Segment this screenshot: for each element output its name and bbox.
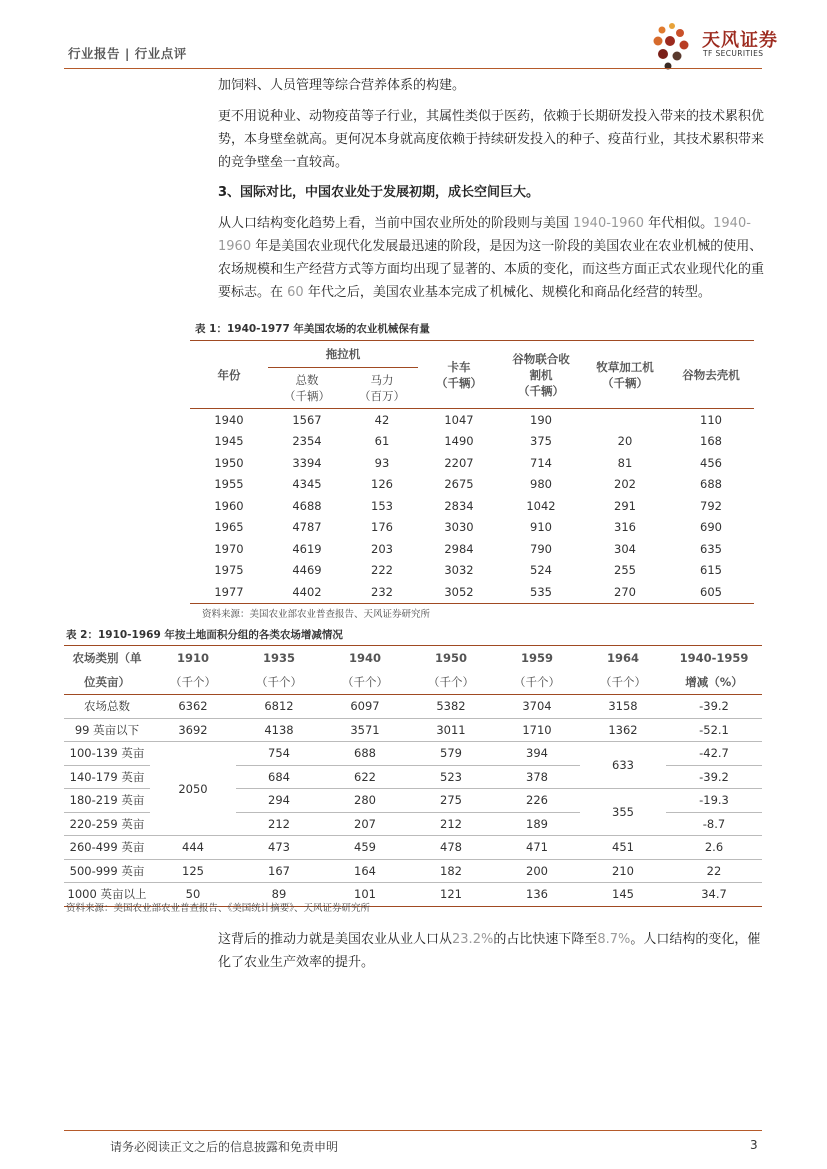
table-cell: 61 xyxy=(374,434,390,449)
t2-header-1950: 1950 xyxy=(408,646,494,671)
table-cell: 255 xyxy=(614,563,636,578)
table-cell: 688 xyxy=(700,477,722,492)
table-cell: 189 xyxy=(494,812,580,836)
table-cell: 2675 xyxy=(444,477,474,492)
t1-header-total: 总数 （千辆） xyxy=(268,368,346,409)
table-cell: 471 xyxy=(494,836,580,860)
table-cell: 2834 xyxy=(444,498,474,513)
table-cell: -39.2 xyxy=(666,695,762,719)
table-row xyxy=(190,517,754,539)
table-cell: -8.7 xyxy=(666,812,762,836)
t2-unit: （千个） xyxy=(494,670,580,695)
table1 xyxy=(190,340,754,604)
table-cell: 182 xyxy=(408,859,494,883)
table-cell: 190 xyxy=(530,412,552,427)
t1-header-year: 年份 xyxy=(190,341,268,409)
t1-header-hp: 马力 （百万） xyxy=(346,368,418,409)
t2-unit: （千个） xyxy=(580,670,666,695)
table-cell: 1047 xyxy=(444,412,474,427)
table-cell: 378 xyxy=(494,765,580,789)
table-cell: 688 xyxy=(322,742,408,766)
table-cell: 579 xyxy=(408,742,494,766)
table-cell: 1567 xyxy=(292,412,322,427)
table-cell: 1960 xyxy=(214,498,244,513)
table-cell: 3030 xyxy=(444,520,474,535)
paragraph-3: 从人口结构变化趋势上看，当前中国农业所处的阶段则与美国 1940-1960 年代相似。1940-1960 年是美国农业现代化发展最迅速的阶段，是因为这一阶段的美国农业在农业机械的使用、农场规模和生产经营方式等方面均出现了显著的、本质的变化，而这些方面正式农业现代化的重要标志。在 60 年代之后，美国农业基本完成了机械化、规模化和商品化经营的转型。 xyxy=(218,216,765,300)
t2-unit: （千个） xyxy=(236,670,322,695)
table-cell: 622 xyxy=(322,765,408,789)
table-cell: 164 xyxy=(322,859,408,883)
t2-change-unit: 增减（%） xyxy=(666,670,762,695)
table-cell: 4688 xyxy=(292,498,322,513)
table-cell: 316 xyxy=(614,520,636,535)
paragraph-2: 更不用说种业、动物疫苗等子行业，其属性类似于医药，依赖于长期研发投入带来的技术累积优势，本身壁垒就高。更何况本身就高度依赖于持续研发投入的种子、疫苗行业，其技术累积带来的竞争壁垒一直较高。 xyxy=(218,109,765,170)
table-cell: 220-259 英亩 xyxy=(64,812,150,836)
table-row xyxy=(64,718,762,742)
table-cell: 121 xyxy=(408,883,494,907)
table-row xyxy=(64,742,762,766)
table-cell: 202 xyxy=(614,477,636,492)
table-cell: 212 xyxy=(408,812,494,836)
table-cell: 3571 xyxy=(322,718,408,742)
t1-header-forage: 牧草加工机 （千辆） xyxy=(582,341,668,409)
brand-logo xyxy=(648,16,778,72)
table-cell: 456 xyxy=(700,455,722,470)
table-cell: 136 xyxy=(494,883,580,907)
t1-header-husker: 谷物去壳机 xyxy=(668,341,754,409)
table-cell: 180-219 英亩 xyxy=(64,789,150,813)
table-cell: 3394 xyxy=(292,455,322,470)
table-cell: 500-999 英亩 xyxy=(64,859,150,883)
table-cell: 6812 xyxy=(236,695,322,719)
t1-header-tractor: 拖拉机 xyxy=(268,341,418,368)
table-row xyxy=(64,695,762,719)
table-cell: 3692 xyxy=(150,718,236,742)
table-cell: 294 xyxy=(236,789,322,813)
table-cell: 690 xyxy=(700,520,722,535)
t2-header-change: 1940-1959 xyxy=(666,646,762,671)
table-cell: 4402 xyxy=(268,581,346,603)
table-cell: 140-179 英亩 xyxy=(64,765,150,789)
table-cell: 212 xyxy=(236,812,322,836)
t2-header-1940: 1940 xyxy=(322,646,408,671)
table-cell: 280 xyxy=(322,789,408,813)
table-cell: 2354 xyxy=(292,434,322,449)
t2-unit: （千个） xyxy=(322,670,408,695)
paragraph-1: 加饲料、人员管理等综合营养体系的构建。 xyxy=(218,78,466,93)
table-cell: 2.6 xyxy=(666,836,762,860)
footer-disclaimer: 请务必阅读正文之后的信息披露和免责申明 xyxy=(110,1140,339,1154)
table-cell: 3052 xyxy=(418,581,500,603)
section-heading: 3、国际对比，中国农业处于发展初期，成长空间巨大。 xyxy=(218,185,540,200)
page-number: 3 xyxy=(750,1138,758,1152)
table-cell: 3011 xyxy=(408,718,494,742)
table-row xyxy=(190,560,754,582)
t2-header-cat-2: 位英亩） xyxy=(64,670,150,695)
table-cell: -42.7 xyxy=(666,742,762,766)
table-row xyxy=(190,452,754,474)
table-cell: 1940 xyxy=(214,412,244,427)
table-cell: 1945 xyxy=(214,434,244,449)
table-cell: 2207 xyxy=(444,455,474,470)
table-cell: 1970 xyxy=(214,541,244,556)
brand-name-cn: 天风证券 xyxy=(702,30,778,51)
table-cell: 207 xyxy=(322,812,408,836)
table-cell: 200 xyxy=(494,859,580,883)
table-cell: 1950 xyxy=(214,455,244,470)
table-cell: 93 xyxy=(374,455,390,470)
t2-header-1910: 1910 xyxy=(150,646,236,671)
table-cell: 1955 xyxy=(214,477,244,492)
table-cell: 270 xyxy=(582,581,668,603)
table-cell: 126 xyxy=(371,477,393,492)
table-cell: 101 xyxy=(322,883,408,907)
table-row xyxy=(190,538,754,560)
table-cell: 232 xyxy=(346,581,418,603)
table-cell: 89 xyxy=(236,883,322,907)
table-cell: 4138 xyxy=(236,718,322,742)
table-cell: 754 xyxy=(236,742,322,766)
table-cell: 1362 xyxy=(580,718,666,742)
table-cell: 6097 xyxy=(322,695,408,719)
table-cell: 633 xyxy=(580,742,666,789)
t2-header-1935: 1935 xyxy=(236,646,322,671)
header-divider xyxy=(64,68,762,69)
table-cell: 394 xyxy=(494,742,580,766)
table-cell: 81 xyxy=(617,455,633,470)
table-cell: 792 xyxy=(700,498,722,513)
table-cell: 1975 xyxy=(214,563,244,578)
table-cell: 605 xyxy=(668,581,754,603)
table-cell: 1710 xyxy=(494,718,580,742)
table-cell: 3158 xyxy=(580,695,666,719)
table-cell: 790 xyxy=(530,541,552,556)
table-cell: 2984 xyxy=(444,541,474,556)
t2-unit: （千个） xyxy=(408,670,494,695)
t2-header-cat-1: 农场类别（单 xyxy=(64,646,150,671)
table-cell: 1042 xyxy=(526,498,556,513)
footer-divider xyxy=(64,1130,762,1131)
table-cell: 473 xyxy=(236,836,322,860)
table-cell: 451 xyxy=(580,836,666,860)
table-cell: 168 xyxy=(700,434,722,449)
table-cell: 5382 xyxy=(408,695,494,719)
table-cell: 3704 xyxy=(494,695,580,719)
t1-header-combine: 谷物联合收 割机 （千辆） xyxy=(500,341,582,409)
table-cell: 3032 xyxy=(444,563,474,578)
table2-caption: 表 2：1910-1969 年按土地面积分组的各类农场增减情况 xyxy=(66,629,343,641)
table-cell: 684 xyxy=(236,765,322,789)
table-cell: 99 英亩以下 xyxy=(64,718,150,742)
table-cell xyxy=(582,409,668,431)
table-cell: 6362 xyxy=(150,695,236,719)
table-row xyxy=(64,836,762,860)
t2-header-1959: 1959 xyxy=(494,646,580,671)
table2-source: 资料来源：美国农业部农业普查报告、《美国统计摘要》、天风证券研究所 xyxy=(66,903,371,914)
logo-dots-icon xyxy=(648,16,702,72)
table-cell: 291 xyxy=(614,498,636,513)
table-cell: -19.3 xyxy=(666,789,762,813)
table-cell: 2050 xyxy=(150,742,236,836)
table-cell: 34.7 xyxy=(666,883,762,907)
table-cell: 167 xyxy=(236,859,322,883)
table-cell: 22 xyxy=(666,859,762,883)
table-cell: 714 xyxy=(530,455,552,470)
table-cell: 304 xyxy=(614,541,636,556)
table-cell: 110 xyxy=(700,412,722,427)
table-cell: 222 xyxy=(371,563,393,578)
table-cell: 4469 xyxy=(292,563,322,578)
table-cell: 980 xyxy=(530,477,552,492)
table-cell: 524 xyxy=(530,563,552,578)
table-cell: -52.1 xyxy=(666,718,762,742)
t2-unit: （千个） xyxy=(150,670,236,695)
table-row xyxy=(190,474,754,496)
table-cell: 农场总数 xyxy=(64,695,150,719)
table-row xyxy=(190,581,754,603)
table-cell: 42 xyxy=(374,412,390,427)
table-cell: 100-139 英亩 xyxy=(64,742,150,766)
table-cell: 260-499 英亩 xyxy=(64,836,150,860)
table-cell: 1490 xyxy=(444,434,474,449)
paragraph-4: 这背后的推动力就是美国农业从业人口从23.2%的占比快速下降至8.7%。人口结构的变化，催化了农业生产效率的提升。 xyxy=(218,932,761,970)
table-cell: 478 xyxy=(408,836,494,860)
table-cell: 275 xyxy=(408,789,494,813)
table-cell: 4619 xyxy=(292,541,322,556)
table-cell: 444 xyxy=(150,836,236,860)
table2 xyxy=(64,645,762,907)
t2-header-1964: 1964 xyxy=(580,646,666,671)
brand-name-en: TF SECURITIES xyxy=(703,49,764,58)
table-cell: 523 xyxy=(408,765,494,789)
table-cell: 125 xyxy=(150,859,236,883)
table-cell: 1000 英亩以上 xyxy=(64,883,150,907)
table-cell: 153 xyxy=(371,498,393,513)
table-row xyxy=(190,495,754,517)
table1-source: 资料来源：美国农业部农业普查报告、天风证券研究所 xyxy=(202,609,431,620)
table-cell: 1977 xyxy=(190,581,268,603)
table-cell: 4345 xyxy=(292,477,322,492)
table-cell: 635 xyxy=(700,541,722,556)
table-cell: 176 xyxy=(371,520,393,535)
table-cell: 4787 xyxy=(292,520,322,535)
table-cell: 375 xyxy=(530,434,552,449)
table-cell: 1965 xyxy=(214,520,244,535)
table-row xyxy=(64,859,762,883)
table-cell: 145 xyxy=(580,883,666,907)
table-cell: 535 xyxy=(500,581,582,603)
table-cell: -39.2 xyxy=(666,765,762,789)
table-cell: 203 xyxy=(371,541,393,556)
table1-caption: 表 1：1940-1977 年美国农场的农业机械保有量 xyxy=(195,323,430,335)
t1-header-truck: 卡车 （千辆） xyxy=(418,341,500,409)
header-title: 行业报告 | 行业点评 xyxy=(68,46,187,61)
table-cell: 459 xyxy=(322,836,408,860)
table-cell: 355 xyxy=(580,789,666,836)
table-cell: 615 xyxy=(700,563,722,578)
table-cell: 20 xyxy=(617,434,633,449)
table-cell: 226 xyxy=(494,789,580,813)
table-row xyxy=(190,409,754,431)
table-cell: 910 xyxy=(530,520,552,535)
table-row xyxy=(190,431,754,453)
table-cell: 210 xyxy=(580,859,666,883)
table-cell: 50 xyxy=(150,883,236,907)
